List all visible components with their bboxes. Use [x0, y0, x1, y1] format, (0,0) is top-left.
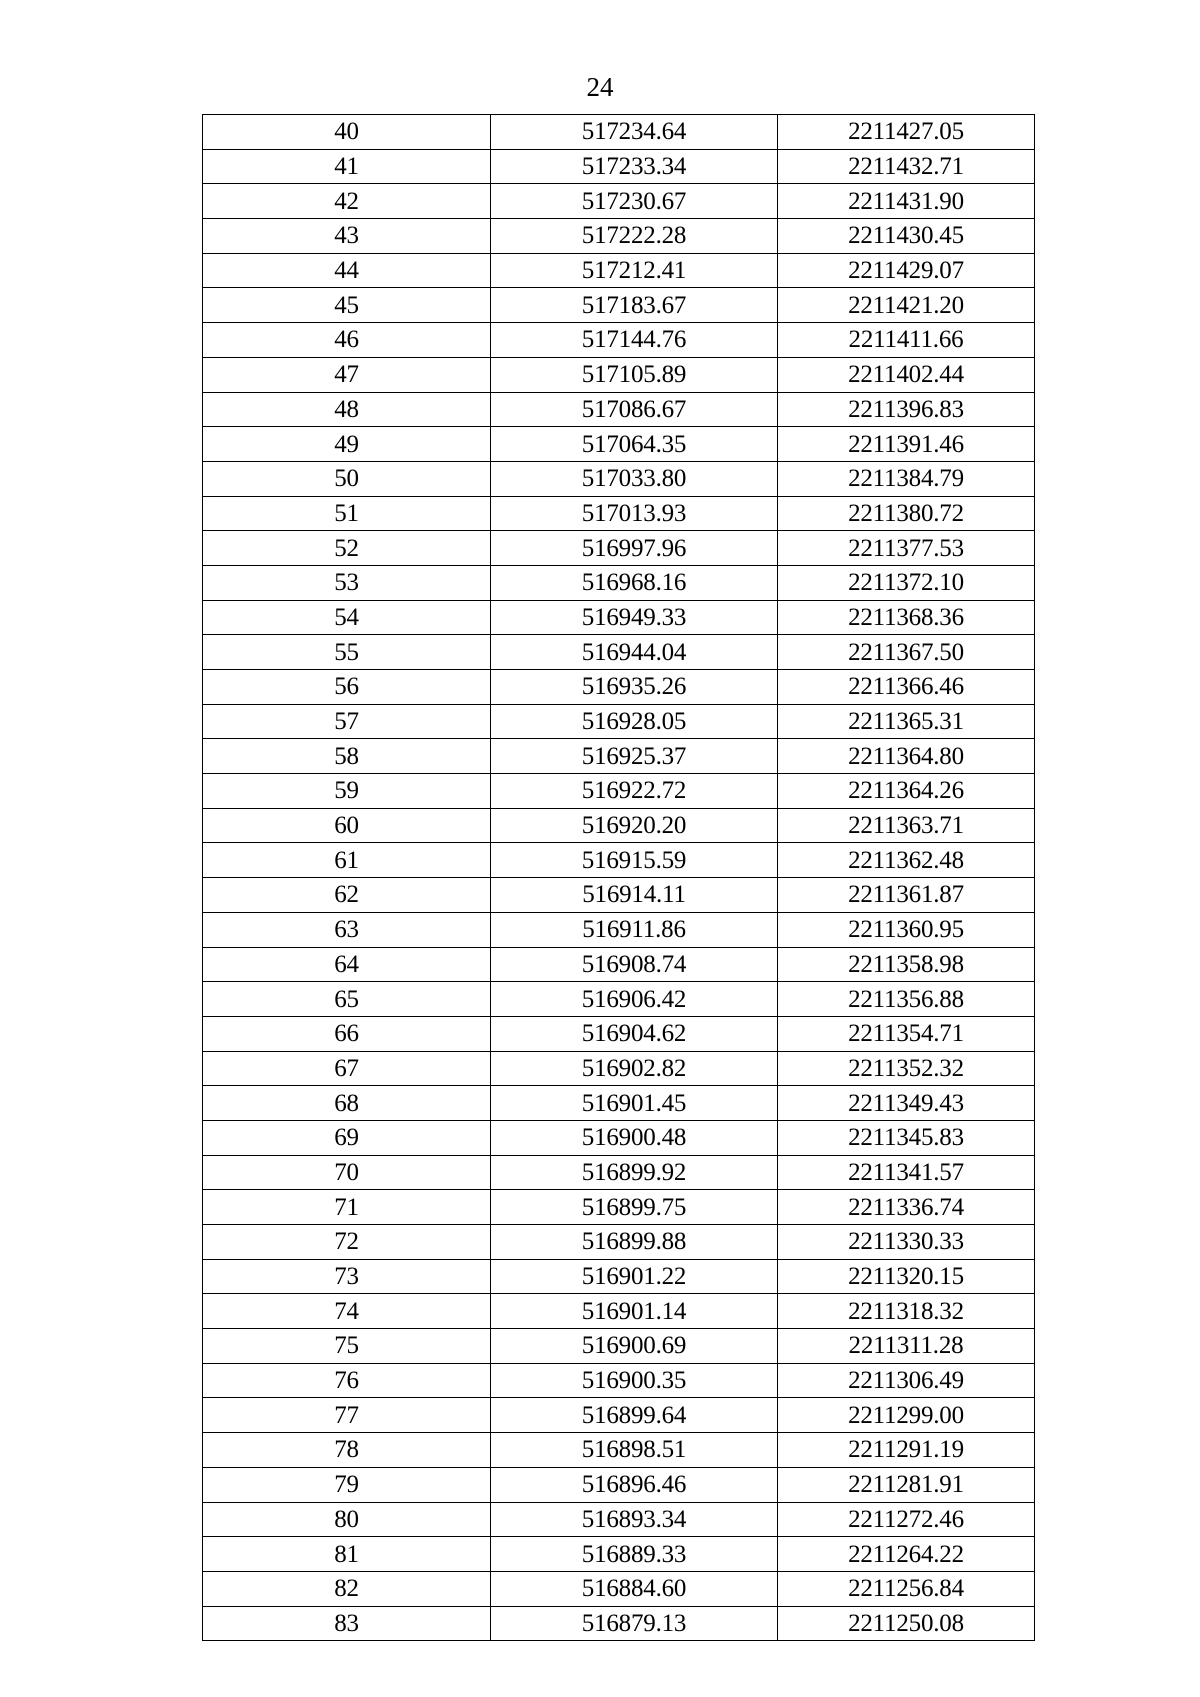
x-coordinate-cell: 517230.67	[491, 184, 778, 219]
y-coordinate-cell: 2211356.88	[778, 982, 1035, 1017]
x-coordinate-cell: 516899.75	[491, 1190, 778, 1225]
x-coordinate-cell: 516900.48	[491, 1120, 778, 1155]
y-coordinate-cell: 2211272.46	[778, 1502, 1035, 1537]
x-coordinate-cell: 516908.74	[491, 947, 778, 982]
x-coordinate-cell: 517183.67	[491, 288, 778, 323]
point-number-cell: 49	[203, 427, 491, 462]
x-coordinate-cell: 516914.11	[491, 878, 778, 913]
table-row	[203, 1190, 1035, 1225]
table-row	[203, 323, 1035, 358]
table-row	[203, 357, 1035, 392]
point-number-cell: 64	[203, 947, 491, 982]
x-coordinate-cell: 516900.35	[491, 1363, 778, 1398]
point-number-cell: 55	[203, 635, 491, 670]
table-row	[203, 149, 1035, 184]
x-coordinate-cell: 516968.16	[491, 565, 778, 600]
y-coordinate-cell: 2211354.71	[778, 1016, 1035, 1051]
y-coordinate-cell: 2211402.44	[778, 357, 1035, 392]
x-coordinate-cell: 516893.34	[491, 1502, 778, 1537]
x-coordinate-cell: 516879.13	[491, 1606, 778, 1641]
y-coordinate-cell: 2211368.36	[778, 600, 1035, 635]
y-coordinate-cell: 2211361.87	[778, 878, 1035, 913]
y-coordinate-cell: 2211311.28	[778, 1329, 1035, 1364]
table-row	[203, 1120, 1035, 1155]
y-coordinate-cell: 2211256.84	[778, 1571, 1035, 1606]
point-number-cell: 74	[203, 1294, 491, 1329]
y-coordinate-cell: 2211264.22	[778, 1537, 1035, 1572]
x-coordinate-cell: 516902.82	[491, 1051, 778, 1086]
table-row	[203, 1086, 1035, 1121]
table-row	[203, 982, 1035, 1017]
x-coordinate-cell: 516899.64	[491, 1398, 778, 1433]
point-number-cell: 78	[203, 1433, 491, 1468]
x-coordinate-cell: 516920.20	[491, 808, 778, 843]
y-coordinate-cell: 2211430.45	[778, 219, 1035, 254]
x-coordinate-cell: 516889.33	[491, 1537, 778, 1572]
table-row	[203, 1225, 1035, 1260]
y-coordinate-cell: 2211380.72	[778, 496, 1035, 531]
y-coordinate-cell: 2211377.53	[778, 531, 1035, 566]
x-coordinate-cell: 517013.93	[491, 496, 778, 531]
y-coordinate-cell: 2211364.26	[778, 774, 1035, 809]
table-row	[203, 1502, 1035, 1537]
point-number-cell: 83	[203, 1606, 491, 1641]
point-number-cell: 75	[203, 1329, 491, 1364]
table-row	[203, 219, 1035, 254]
table-row	[203, 1329, 1035, 1364]
y-coordinate-cell: 2211306.49	[778, 1363, 1035, 1398]
x-coordinate-cell: 516925.37	[491, 739, 778, 774]
x-coordinate-cell: 516884.60	[491, 1571, 778, 1606]
table-row	[203, 1294, 1035, 1329]
point-number-cell: 60	[203, 808, 491, 843]
point-number-cell: 66	[203, 1016, 491, 1051]
point-number-cell: 40	[203, 115, 491, 150]
point-number-cell: 72	[203, 1225, 491, 1260]
x-coordinate-cell: 516997.96	[491, 531, 778, 566]
table-row	[203, 1016, 1035, 1051]
table-row	[203, 392, 1035, 427]
point-number-cell: 53	[203, 565, 491, 600]
y-coordinate-cell: 2211429.07	[778, 253, 1035, 288]
point-number-cell: 46	[203, 323, 491, 358]
y-coordinate-cell: 2211431.90	[778, 184, 1035, 219]
point-number-cell: 50	[203, 461, 491, 496]
point-number-cell: 56	[203, 670, 491, 705]
x-coordinate-cell: 516944.04	[491, 635, 778, 670]
table-row	[203, 1433, 1035, 1468]
point-number-cell: 58	[203, 739, 491, 774]
y-coordinate-cell: 2211281.91	[778, 1467, 1035, 1502]
y-coordinate-cell: 2211391.46	[778, 427, 1035, 462]
y-coordinate-cell: 2211427.05	[778, 115, 1035, 150]
x-coordinate-cell: 517064.35	[491, 427, 778, 462]
y-coordinate-cell: 2211318.32	[778, 1294, 1035, 1329]
point-number-cell: 59	[203, 774, 491, 809]
x-coordinate-cell: 516922.72	[491, 774, 778, 809]
y-coordinate-cell: 2211362.48	[778, 843, 1035, 878]
point-number-cell: 48	[203, 392, 491, 427]
y-coordinate-cell: 2211384.79	[778, 461, 1035, 496]
point-number-cell: 76	[203, 1363, 491, 1398]
table-row	[203, 1363, 1035, 1398]
point-number-cell: 80	[203, 1502, 491, 1537]
table-row	[203, 565, 1035, 600]
point-number-cell: 52	[203, 531, 491, 566]
table-row	[203, 496, 1035, 531]
y-coordinate-cell: 2211367.50	[778, 635, 1035, 670]
point-number-cell: 63	[203, 912, 491, 947]
coordinates-table-body	[203, 115, 1035, 1641]
table-row	[203, 704, 1035, 739]
point-number-cell: 77	[203, 1398, 491, 1433]
x-coordinate-cell: 517144.76	[491, 323, 778, 358]
point-number-cell: 42	[203, 184, 491, 219]
x-coordinate-cell: 516901.14	[491, 1294, 778, 1329]
table-row	[203, 1467, 1035, 1502]
x-coordinate-cell: 516949.33	[491, 600, 778, 635]
table-row	[203, 774, 1035, 809]
y-coordinate-cell: 2211291.19	[778, 1433, 1035, 1468]
table-row	[203, 670, 1035, 705]
y-coordinate-cell: 2211299.00	[778, 1398, 1035, 1433]
table-row	[203, 878, 1035, 913]
table-row	[203, 947, 1035, 982]
table-row	[203, 843, 1035, 878]
x-coordinate-cell: 516901.45	[491, 1086, 778, 1121]
y-coordinate-cell: 2211411.66	[778, 323, 1035, 358]
point-number-cell: 79	[203, 1467, 491, 1502]
point-number-cell: 54	[203, 600, 491, 635]
y-coordinate-cell: 2211341.57	[778, 1155, 1035, 1190]
point-number-cell: 69	[203, 1120, 491, 1155]
y-coordinate-cell: 2211330.33	[778, 1225, 1035, 1260]
table-row	[203, 1606, 1035, 1641]
point-number-cell: 43	[203, 219, 491, 254]
point-number-cell: 81	[203, 1537, 491, 1572]
coordinates-table	[202, 114, 1035, 1641]
table-row	[203, 115, 1035, 150]
table-row	[203, 1155, 1035, 1190]
table-row	[203, 1537, 1035, 1572]
x-coordinate-cell: 516900.69	[491, 1329, 778, 1364]
table-row	[203, 461, 1035, 496]
table-row	[203, 1259, 1035, 1294]
table-row	[203, 600, 1035, 635]
table-row	[203, 1571, 1035, 1606]
point-number-cell: 68	[203, 1086, 491, 1121]
x-coordinate-cell: 516901.22	[491, 1259, 778, 1294]
point-number-cell: 47	[203, 357, 491, 392]
x-coordinate-cell: 516898.51	[491, 1433, 778, 1468]
point-number-cell: 82	[203, 1571, 491, 1606]
point-number-cell: 44	[203, 253, 491, 288]
point-number-cell: 51	[203, 496, 491, 531]
x-coordinate-cell: 517233.34	[491, 149, 778, 184]
table-row	[203, 1051, 1035, 1086]
y-coordinate-cell: 2211396.83	[778, 392, 1035, 427]
y-coordinate-cell: 2211358.98	[778, 947, 1035, 982]
x-coordinate-cell: 516906.42	[491, 982, 778, 1017]
x-coordinate-cell: 516904.62	[491, 1016, 778, 1051]
y-coordinate-cell: 2211372.10	[778, 565, 1035, 600]
x-coordinate-cell: 516899.88	[491, 1225, 778, 1260]
x-coordinate-cell: 516899.92	[491, 1155, 778, 1190]
table-row	[203, 184, 1035, 219]
point-number-cell: 62	[203, 878, 491, 913]
table-row	[203, 253, 1035, 288]
table-row	[203, 427, 1035, 462]
x-coordinate-cell: 517086.67	[491, 392, 778, 427]
y-coordinate-cell: 2211320.15	[778, 1259, 1035, 1294]
y-coordinate-cell: 2211336.74	[778, 1190, 1035, 1225]
y-coordinate-cell: 2211421.20	[778, 288, 1035, 323]
point-number-cell: 61	[203, 843, 491, 878]
y-coordinate-cell: 2211250.08	[778, 1606, 1035, 1641]
x-coordinate-cell: 516911.86	[491, 912, 778, 947]
point-number-cell: 71	[203, 1190, 491, 1225]
x-coordinate-cell: 517105.89	[491, 357, 778, 392]
point-number-cell: 65	[203, 982, 491, 1017]
y-coordinate-cell: 2211366.46	[778, 670, 1035, 705]
y-coordinate-cell: 2211360.95	[778, 912, 1035, 947]
y-coordinate-cell: 2211345.83	[778, 1120, 1035, 1155]
table-row	[203, 808, 1035, 843]
x-coordinate-cell: 517212.41	[491, 253, 778, 288]
y-coordinate-cell: 2211432.71	[778, 149, 1035, 184]
x-coordinate-cell: 516935.26	[491, 670, 778, 705]
table-row	[203, 635, 1035, 670]
y-coordinate-cell: 2211365.31	[778, 704, 1035, 739]
point-number-cell: 73	[203, 1259, 491, 1294]
y-coordinate-cell: 2211352.32	[778, 1051, 1035, 1086]
point-number-cell: 67	[203, 1051, 491, 1086]
point-number-cell: 45	[203, 288, 491, 323]
table-row	[203, 531, 1035, 566]
x-coordinate-cell: 516928.05	[491, 704, 778, 739]
y-coordinate-cell: 2211363.71	[778, 808, 1035, 843]
x-coordinate-cell: 516896.46	[491, 1467, 778, 1502]
table-row	[203, 739, 1035, 774]
y-coordinate-cell: 2211349.43	[778, 1086, 1035, 1121]
x-coordinate-cell: 517033.80	[491, 461, 778, 496]
point-number-cell: 70	[203, 1155, 491, 1190]
y-coordinate-cell: 2211364.80	[778, 739, 1035, 774]
x-coordinate-cell: 517234.64	[491, 115, 778, 150]
page-number: 24	[586, 72, 614, 102]
table-row	[203, 912, 1035, 947]
point-number-cell: 41	[203, 149, 491, 184]
x-coordinate-cell: 517222.28	[491, 219, 778, 254]
x-coordinate-cell: 516915.59	[491, 843, 778, 878]
table-row	[203, 1398, 1035, 1433]
table-row	[203, 288, 1035, 323]
point-number-cell: 57	[203, 704, 491, 739]
